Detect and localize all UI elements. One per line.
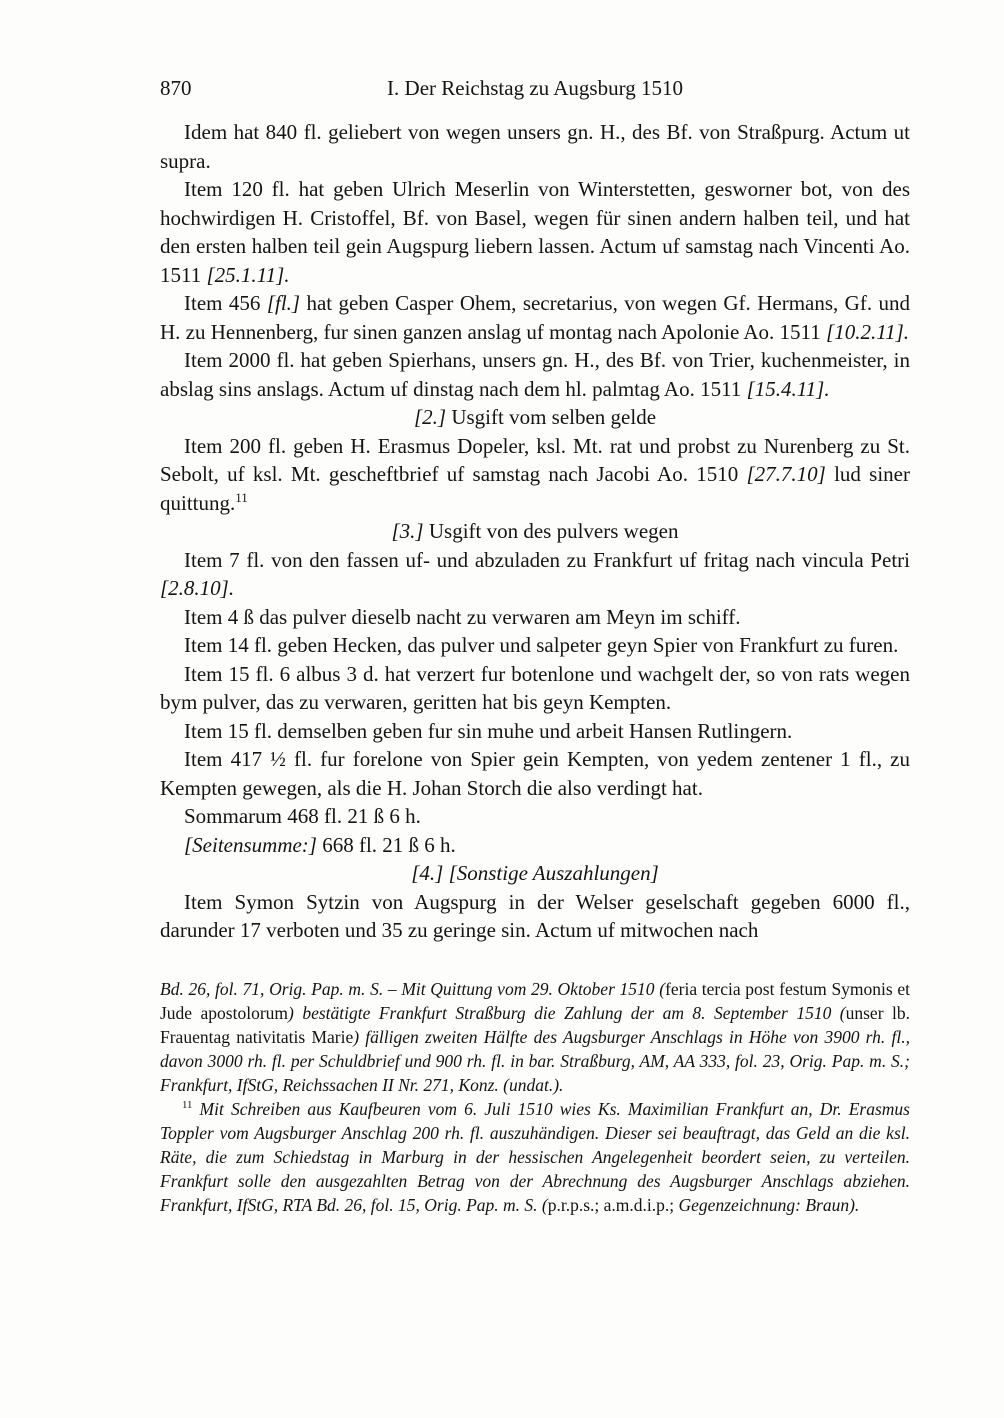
text-segment: Item 15 fl. demselben geben fur sin muhe und arbeit Hansen Rutlingern.: [184, 718, 793, 743]
section-heading: [160, 859, 910, 888]
text-segment: hat geben Casper Ohem, secretarius, von wegen Gf. Hermans, Gf. und H. zu Hennenberg, fur sinen ganzen anslag uf montag nach Apolonie Ao. 1511: [160, 291, 910, 344]
text-segment: Bd. 26, fol. 71, Orig. Pap. m. S. – Mit Quittung vom 29. Oktober 1510 (: [160, 978, 666, 999]
body-paragraph: [160, 603, 910, 632]
text-segment: Item 15 fl. 6 albus 3 d. hat verzert fur botenlone und wachgelt der, so von rats wegen bym pulver, das zu verwaren, geritten hat bis geyn Kempten.: [160, 661, 910, 714]
body-text: [160, 118, 910, 945]
footnote: [160, 1097, 910, 1217]
text-segment: 668 fl. 21 ß 6 h.: [316, 832, 456, 857]
text-segment: [fl.]: [266, 291, 301, 315]
text-segment: [2.8.10].: [160, 576, 235, 600]
body-paragraph: [160, 175, 910, 289]
text-segment: Item 14 fl. geben Hecken, das pulver und salpeter geyn Spier von Frankfurt zu furen.: [184, 633, 899, 657]
footnote-marker: 11: [235, 489, 248, 505]
text-segment: Usgift vom selben gelde: [446, 405, 657, 429]
footnotes-block: [160, 977, 910, 1217]
footnote-marker: 11: [182, 1098, 193, 1111]
text-segment: Item 456: [184, 291, 267, 315]
page-number: 870: [160, 76, 192, 100]
body-paragraph: [160, 631, 910, 660]
text-segment: [15.4.11].: [746, 376, 830, 401]
section-heading: [160, 403, 910, 432]
text-segment: ) fälligen zweiten Hälfte des Augsburger Anschlags in Höhe von 3900 rh. fl., davon 3000 rh. fl. per Schuldbrief und 900 rh. fl. in bar. Straßburg, AM, AA 333, fol. 23, Orig. Pap. m. S.; Frankfurt, IfStG, Reichssachen II Nr. 271, Konz. (undat.).: [160, 1026, 910, 1095]
body-paragraph: [160, 888, 910, 945]
text-segment: Item 417 ½ fl. fur forelone von Spier gein Kempten, von yedem zentener 1 fl., zu Kempten gewegen, als die H. Johan Storch die also verdingt hat.: [160, 747, 910, 800]
text-segment: Item 2000 fl. hat geben Spierhans, unsers gn. H., des Bf. von Trier, kuchenmeister, in abslag sins anslags. Actum uf dinstag nach dem hl. palmtag Ao. 1511: [160, 348, 910, 401]
body-paragraph: [160, 745, 910, 802]
text-segment: ) bestätigte Frankfurt Straßburg die Zahlung der am 8. September 1510 (: [288, 1002, 846, 1023]
text-segment: Mit Schreiben aus Kaufbeuren vom 6. Juli 1510 wies Ks. Maximilian Frankfurt an, Dr. Erasmus Toppler vom Augsburger Anschlag 200 rh. fl. auszuhändigen. Dieser sei beauftragt, das Geld an die ksl. Räte, die zum Schiedstag in Marburg in der hessischen Angelegenheit beordert seien, zu verteilen. Frankfurt solle den ausgezahlten Betrag von der Abrechnung des Augsburger Anschlags abziehen. Frankfurt, IfStG, RTA Bd. 26, fol. 15, Orig. Pap. m. S. (: [160, 1098, 910, 1215]
body-paragraph: [160, 717, 910, 746]
body-paragraph: [160, 118, 910, 175]
body-paragraph: [160, 289, 910, 346]
page-header: [160, 74, 910, 102]
text-segment: [3.]: [391, 519, 424, 543]
text-segment: Item 4 ß das pulver dieselb nacht zu verwaren am Meyn im schiff.: [184, 604, 741, 629]
text-segment: unser lb. Frauentag nativitatis Marie: [160, 1002, 910, 1047]
text-segment: [2.]: [413, 405, 447, 429]
text-segment: [4.] [Sonstige Auszahlungen]: [411, 861, 659, 885]
text-segment: [Seitensumme:]: [184, 832, 317, 857]
text-segment: feria tercia post festum Symonis et Jude apostolorum: [160, 978, 911, 1023]
body-paragraph: [160, 432, 910, 518]
running-title: I. Der Reichstag zu Augsburg 1510: [387, 76, 683, 100]
body-paragraph: [160, 546, 910, 603]
section-heading: [160, 517, 910, 546]
text-segment: [10.2.11].: [826, 319, 910, 344]
text-segment: Item 7 fl. von den fassen uf- und abzuladen zu Frankfurt uf fritag nach vincula Petri: [184, 547, 910, 572]
body-paragraph: [160, 831, 910, 860]
text-segment: Gegenzeichnung: Braun).: [674, 1194, 860, 1215]
text-segment: Item Symon Sytzin von Augspurg in der Welser geselschaft gegeben 6000 fl., darunder 17 verboten und 35 zu geringe sin. Actum uf mitwochen nach: [160, 889, 910, 942]
text-segment: Sommarum 468 fl. 21 ß 6 h.: [184, 804, 421, 828]
text-segment: [25.1.11].: [206, 262, 290, 287]
body-paragraph: [160, 346, 910, 403]
text-segment: Usgift von des pulvers wegen: [423, 519, 679, 543]
text-segment: Item 200 fl. geben H. Erasmus Dopeler, ksl. Mt. rat und probst zu Nurenberg zu St. Sebolt, uf ksl. Mt. gescheftbrief uf samstag nach Jacobi Ao. 1510: [160, 433, 910, 486]
text-segment: Item 120 fl. hat geben Ulrich Meserlin von Winterstetten, gesworner bot, von des hochwirdigen H. Cristoffel, Bf. von Basel, wegen für sinen andern halben teil, und hat den ersten halben teil gein Augspurg liebern lassen. Actum uf samstag nach Vincenti Ao. 1511: [160, 177, 910, 287]
text-segment: Idem hat 840 fl. geliebert von wegen unsers gn. H., des Bf. von Straßpurg. Actum ut supra.: [160, 120, 910, 173]
body-paragraph: [160, 802, 910, 831]
text-segment: p.r.p.s.; a.m.d.i.p.;: [547, 1194, 675, 1215]
text-segment: lud siner quittung.: [160, 462, 910, 515]
body-paragraph: [160, 660, 910, 717]
text-segment: [27.7.10]: [746, 462, 826, 486]
footnote: [160, 977, 910, 1097]
